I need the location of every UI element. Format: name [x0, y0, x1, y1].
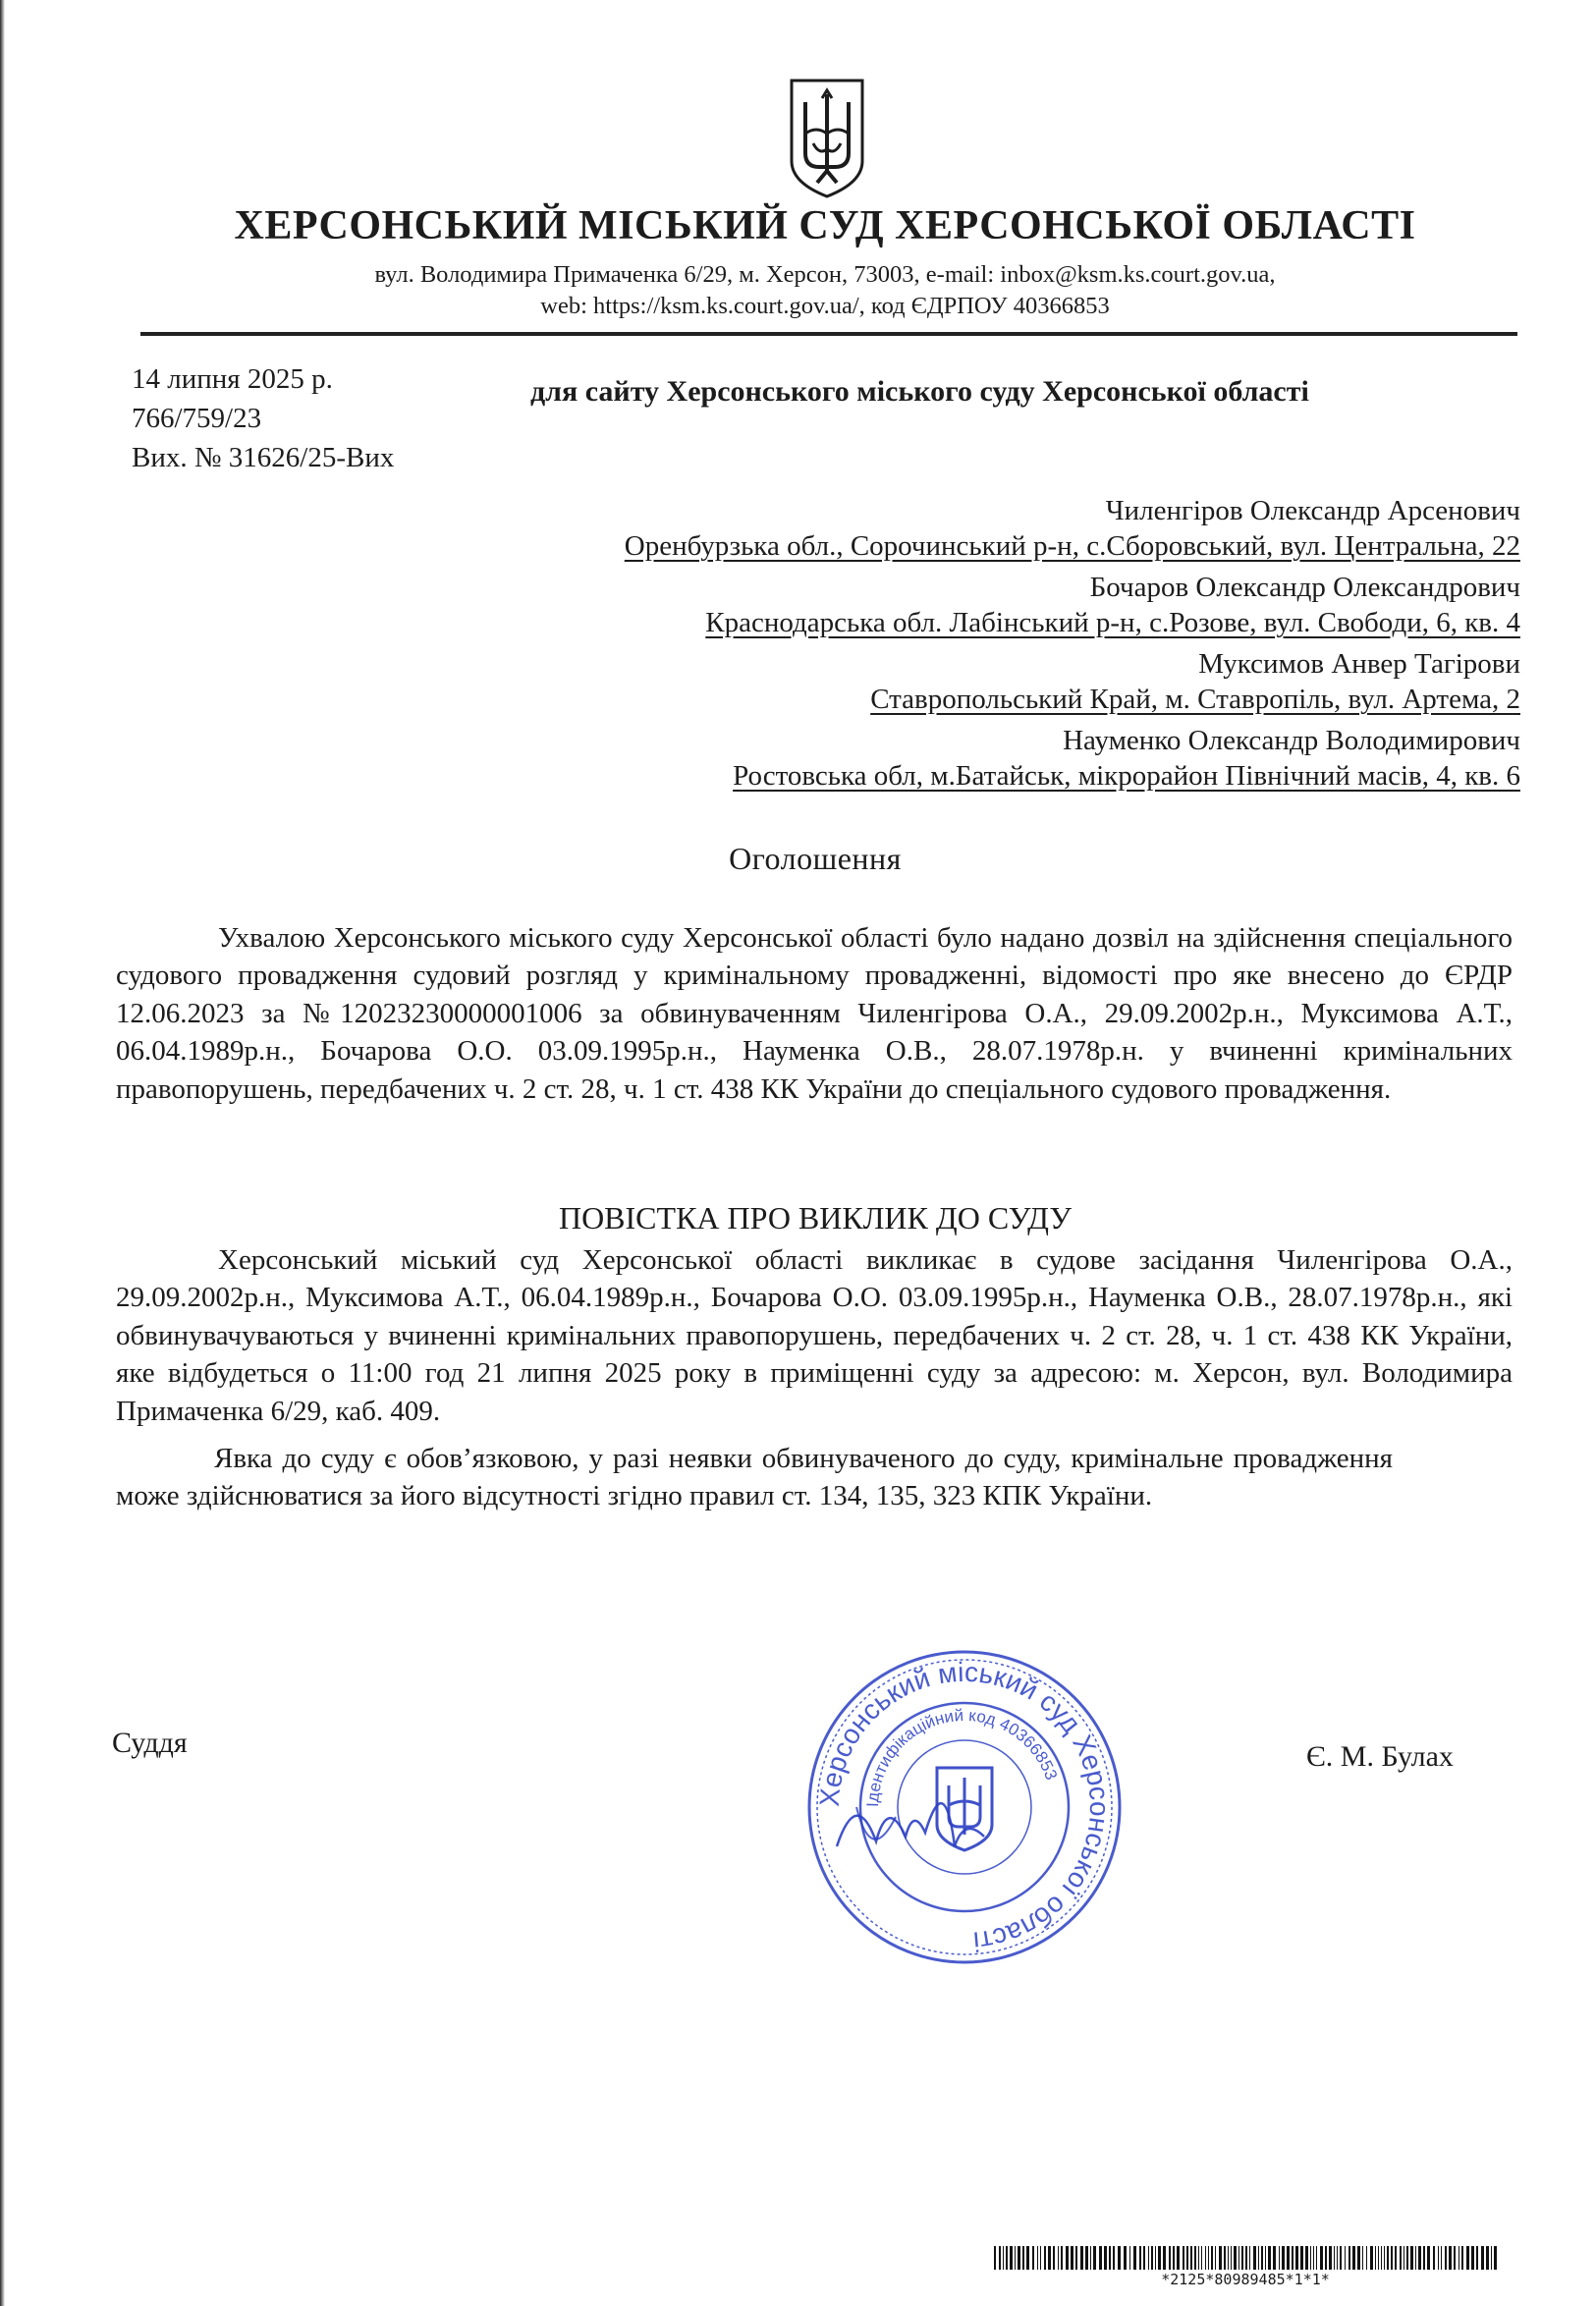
recipient-name: Науменко Олександр Володимирович — [1063, 725, 1520, 756]
court-address: вул. Володимира Примаченка 6/29, м. Херсон, 73003, e-mail: inbox@ksm.ks.court.gov.ua, — [374, 261, 1276, 288]
judge-name: Є. М. Булах — [1306, 1740, 1454, 1773]
court-seal-stamp — [798, 1640, 1131, 1974]
svg-text:Ідентифікаційний код 40366853 — [863, 1706, 1061, 1807]
document-date: 14 липня 2025 р. — [132, 363, 333, 395]
barcode — [994, 2246, 1497, 2270]
announcement-title: Оголошення — [729, 841, 902, 876]
barcode-number: *2125*80989485*1*1* — [1161, 2271, 1330, 2288]
summons-text: Херсонський міський суд Херсонської області викликає в судове засідання Чиленгірова О.А., 29.09.2002р.н., Муксимова А.Т., 06.04.1989р.н., Бочарова О.О. 03.09.1995р.н., Науменка О.В., 28.07.1978р.н., які обвинувачуваються у вчиненні кримінальних правопорушень, передбачених ч. 2 ст. 28, ч. 1 ст. 438 КК України, яке відбудеться о 11:00 год 21 липня 2025 року в приміщенні суду за адресою: м. Херсон, вул. Володимира Примаченка 6/29, каб. 409. — [116, 1244, 1513, 1427]
summons-title: ПОВІСТКА ПРО ВИКЛИК ДО СУДУ — [558, 1200, 1073, 1235]
header-rule — [140, 332, 1517, 336]
recipient-name: Муксимов Анвер Тагірови — [1198, 648, 1520, 680]
court-web-line: web: https://ksm.ks.court.gov.ua/, код ЄДРПОУ 40366853 — [540, 293, 1110, 319]
attendance-notice: Явка до суду є обов’язковою, у разі неявки обвинуваченого до суду, кримінальне провадження може здійснюватися за його відсутності згідно правил ст. 134, 135, 323 КПК України. — [116, 1443, 1393, 1512]
court-name: ХЕРСОНСЬКИЙ МІСЬКИЙ СУД ХЕРСОНСЬКОЇ ОБЛАСТІ — [234, 203, 1416, 248]
scan-edge-shadow — [0, 0, 5, 2306]
outgoing-number: Вих. № 31626/25-Вих — [132, 442, 395, 473]
case-number: 766/759/23 — [132, 403, 262, 434]
recipient-address: Ставропольський Край, м. Ставропіль, вул. Артема, 2 — [870, 684, 1520, 715]
seal-outer-text: Херсонський міський суд Херсонської області — [813, 1656, 1116, 1957]
seal-inner-text: Ідентифікаційний код 40366853 — [862, 1705, 1062, 1808]
recipient-address: Оренбурзька обл., Сорочинський р-н, с.Сборовський, вул. Центральна, 22 — [624, 530, 1520, 562]
coat-of-arms-icon — [786, 77, 868, 200]
announcement-text: Ухвалою Херсонського міського суду Херсонської області було надано дозвіл на здійснення спеціального судового провадження судовий розгляд у кримінальному провадженні, відомості про яке внесено до ЄРДР 12.06.2023 за №12023230000001006 за обвинуваченням Чиленгірова О.А., 29.09.2002р.н., Муксимова А.Т., 06.04.1989р.н., Бочарова О.О. 03.09.1995р.н., Науменка О.В., 28.07.1978р.н. у вчиненні кримінальних правопорушень, передбачених ч. 2 ст. 28, ч. 1 ст. 438 КК України до спеціального судового провадження. — [116, 922, 1513, 1105]
addressee-line: для сайту Херсонського міського суду Херсонської області — [530, 375, 1309, 408]
recipient-address: Краснодарська обл. Лабінський р-н, с.Розове, вул. Свободи, 6, кв. 4 — [705, 607, 1520, 638]
recipient-name: Бочаров Олександр Олександрович — [1089, 572, 1520, 603]
recipient-address: Ростовська обл, м.Батайськ, мікрорайон Північний масів, 4, кв. 6 — [733, 760, 1520, 792]
recipient-name: Чиленгіров Олександр Арсенович — [1105, 495, 1520, 526]
judge-label: Суддя — [112, 1727, 188, 1759]
